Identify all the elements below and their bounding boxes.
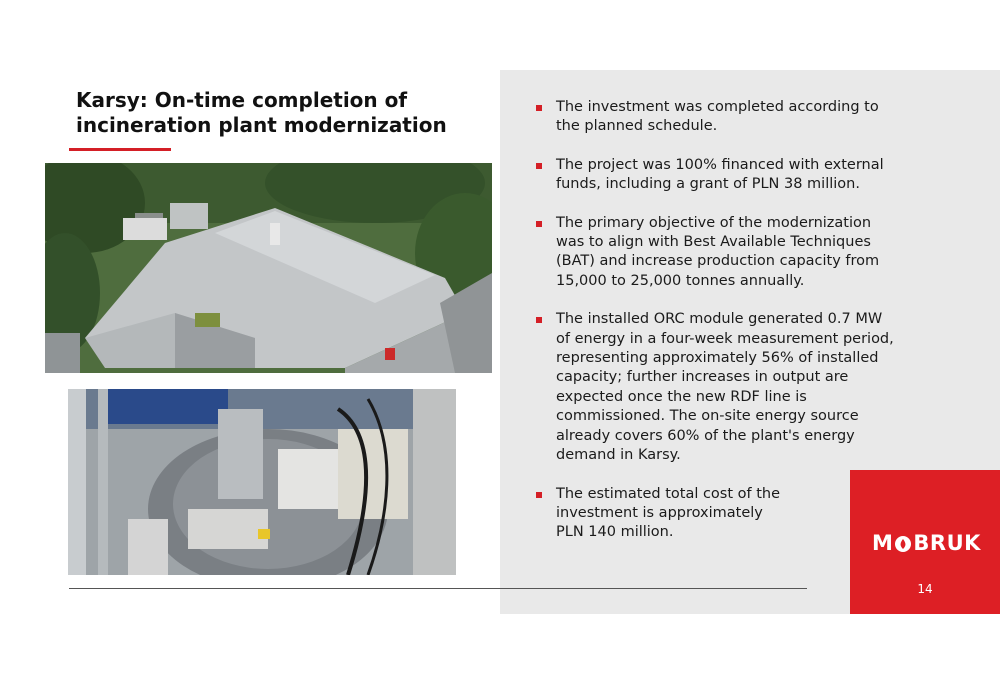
drop-icon [894,533,912,553]
brand-box [850,470,1000,614]
bullet-item [536,485,896,543]
title-underline [69,148,171,151]
bullet-list [536,98,896,562]
bullet-marker [536,492,542,498]
logo-suffix: BRUK [913,531,981,555]
aerial-plant-photo [45,163,492,373]
bullet-text: The investment was completed according to the planned schedule. [556,99,879,135]
bullet-text: The installed ORC module generated 0.7 MW of energy in a four-week measurement period, representing approximately 56% of installed capacity; further increases in output are expected once the new RDF line is commissioned. The on-site energy source already covers 60% of the plant's energy demand in Karsy. [556,311,894,464]
bullet-text: The project was 100% financed with external funds, including a grant of PLN 38 million. [556,156,884,193]
bullet-marker [536,163,542,169]
bullet-text: The estimated total cost of the investment is approximately PLN 140 million. [556,485,781,541]
bullet-marker [536,221,542,227]
logo-prefix: M [872,531,894,555]
footer-divider [69,588,807,589]
slide-title: Karsy: On-time completion of incineration plant modernization [76,88,447,137]
page-number: 14 [917,582,933,596]
bullet-marker [536,105,542,111]
brand-logo [872,530,980,556]
bullet-item [536,156,896,195]
bullet-item [536,310,896,465]
bullet-text: The primary objective of the modernization was to align with Best Available Techniques (BAT) and increase production capacity from 15,000 to 25,000 tonnes annually. [556,214,880,289]
bullet-item [536,214,896,292]
bullet-marker [536,317,542,323]
orc-module-photo [68,389,456,575]
bullet-item [536,98,896,137]
